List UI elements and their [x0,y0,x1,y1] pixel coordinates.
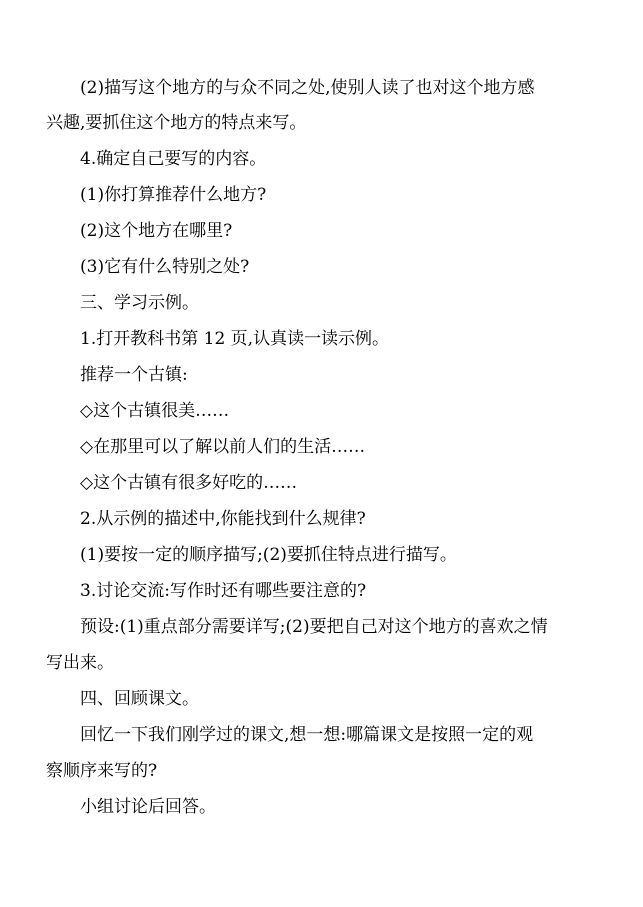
text-line: (3)它有什么特别之处? [80,257,250,277]
text-line: 3.讨论交流:写作时还有哪些要注意的? [80,581,367,601]
text-line: 4.确定自己要写的内容。 [80,149,267,169]
text-line: 察顺序来写的? [46,761,158,781]
text-line: 2.从示例的描述中,你能找到什么规律? [80,509,366,529]
text-line: 推荐一个古镇: [80,365,188,385]
text-line: (1)要按一定的顺序描写;(2)要抓住特点进行描写。 [80,545,457,565]
list-item: ◇这个古镇有很多好吃的…… [80,473,298,493]
list-item: ◇在那里可以了解以前人们的生活…… [80,437,366,457]
text-line: 写出来。 [46,653,114,673]
text-line: 回忆一下我们刚学过的课文,想一想:哪篇课文是按照一定的观 [80,725,534,745]
section-heading: 三、学习示例。 [80,293,199,313]
section-heading: 四、回顾课文。 [80,689,199,709]
text-line: 预设:(1)重点部分需要详写;(2)要把自己对这个地方的喜欢之情 [80,617,548,637]
text-line: (2)描写这个地方的与众不同之处,使别人读了也对这个地方感 [80,78,535,98]
list-item: ◇这个古镇很美…… [80,401,230,421]
text-line: (1)你打算推荐什么地方? [80,185,267,205]
text-line: 1.打开教科书第 12 页,认真读一读示例。 [80,329,390,349]
text-line: 兴趣,要抓住这个地方的特点来写。 [46,113,307,133]
text-line: 小组讨论后回答。 [80,797,216,817]
text-line: (2)这个地方在哪里? [80,221,233,241]
